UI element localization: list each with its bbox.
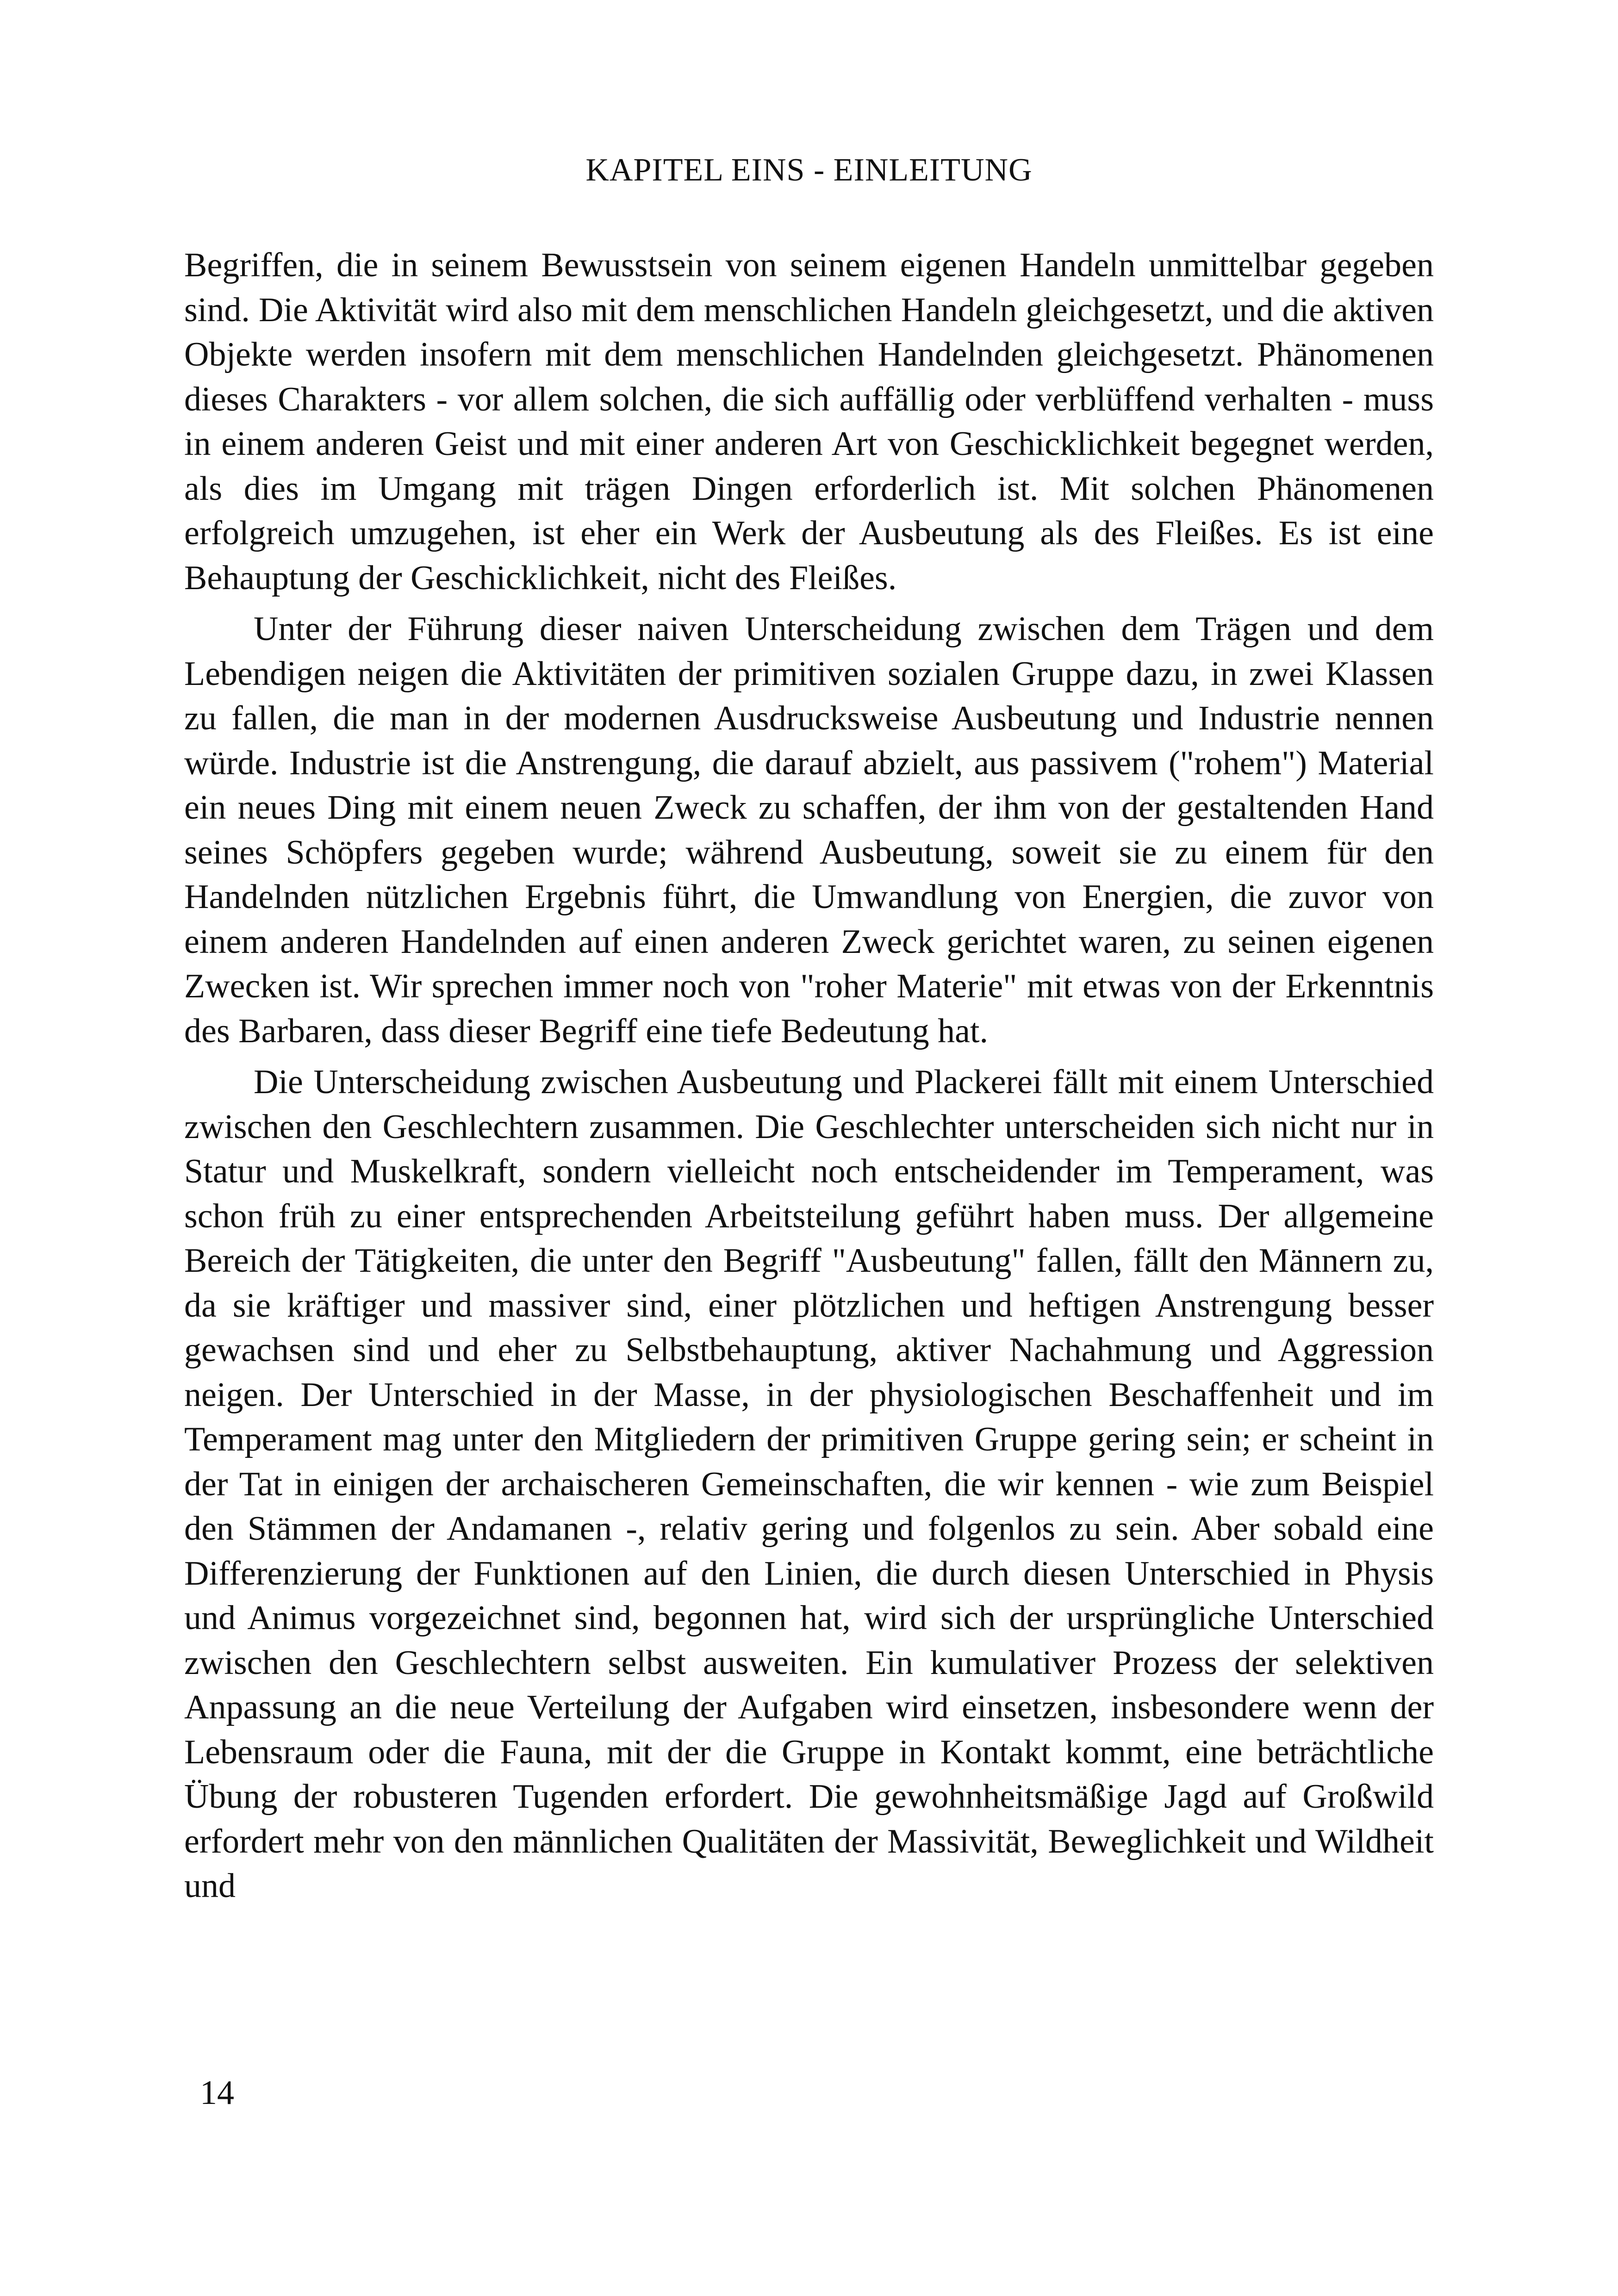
paragraph-3: Die Unterscheidung zwischen Ausbeutung und Plackerei fällt mit einem Unterschied zwischen den Geschlechtern zusammen. Die Geschlechter unterscheiden sich nicht nur in Statur und Muskelkraft, sondern vielleicht noch entscheidender im Temperament, was schon früh zu einer entsprechenden Arbeitsteilung geführt haben muss. Der allgemeine Bereich der Tätigkeiten, die unter den Begriff "Ausbeutung" fallen, fällt den Männern zu, da sie kräftiger und massiver sind, einer plötzlichen und heftigen Anstrengung besser gewachsen sind und eher zu Selbstbehauptung, aktiver Nachahmung und Aggression neigen. Der Unterschied in der Masse, in der physiologischen Beschaffenheit und im Temperament mag unter den Mitgliedern der primitiven Gruppe gering sein; er scheint in der Tat in einigen der archaischeren Gemeinschaften, die wir kennen - wie zum Beispiel den Stämmen der Andamanen -, relativ gering und folgenlos zu sein. Aber sobald eine Differenzierung der Funktionen auf den Linien, die durch diesen Unterschied in Physis und Animus vorgezeichnet sind, begonnen hat, wird sich der ursprüngliche Unterschied zwischen den Geschlechtern selbst ausweiten. Ein kumulativer Prozess der selektiven Anpassung an die neue Verteilung der Aufgaben wird einsetzen, insbesondere wenn der Lebensraum oder die Fauna, mit der die Gruppe in Kontakt kommt, eine beträchtliche Übung der robusteren Tugenden erfordert. Die gewohnheitsmäßige Jagd auf Großwild erfordert mehr von den männlichen Qualitäten der Massivität, Beweglichkeit und Wildheit und	[184, 1063, 1434, 1905]
page-number: 14	[200, 2074, 234, 2112]
paragraph-1: Begriffen, die in seinem Bewusstsein von seinem eigenen Handeln unmittelbar gegeben sind. Die Aktivität wird also mit dem menschlichen Handeln gleichgesetzt, und die aktiven Objekte werden insofern mit dem menschlichen Handelnden gleichgesetzt. Phänomenen dieses Charakters - vor allem solchen, die sich auffällig oder verblüffend verhalten - muss in einem anderen Geist und mit einer anderen Art von Geschicklichkeit begegnet werden, als dies im Umgang mit trägen Dingen erforderlich ist. Mit solchen Phänomenen erfolgreich umzugehen, ist eher ein Werk der Ausbeutung als des Fleißes. Es ist eine Behauptung der Geschicklichkeit, nicht des Fleißes.	[184, 246, 1434, 597]
running-head: KAPITEL EINS - EINLEITUNG	[585, 152, 1033, 188]
paragraph-2: Unter der Führung dieser naiven Unterscheidung zwischen dem Trägen und dem Lebendigen neigen die Aktivitäten der primitiven sozialen Gruppe dazu, in zwei Klassen zu fallen, die man in der modernen Ausdrucksweise Ausbeutung und Industrie nennen würde. Industrie ist die Anstrengung, die darauf abzielt, aus passivem ("rohem") Material ein neues Ding mit einem neuen Zweck zu schaffen, der ihm von der gestaltenden Hand seines Schöpfers gegeben wurde; während Ausbeutung, soweit sie zu einem für den Handelnden nützlichen Ergebnis führt, die Umwandlung von Energien, die zuvor von einem anderen Handelnden auf einen anderen Zweck gerichtet waren, zu seinen eigenen Zwecken ist. Wir sprechen immer noch von "roher Materie" mit etwas von der Erkenntnis des Barbaren, dass dieser Begriff eine tiefe Bedeutung hat.	[184, 610, 1434, 1050]
body-text	[184, 243, 1434, 1909]
